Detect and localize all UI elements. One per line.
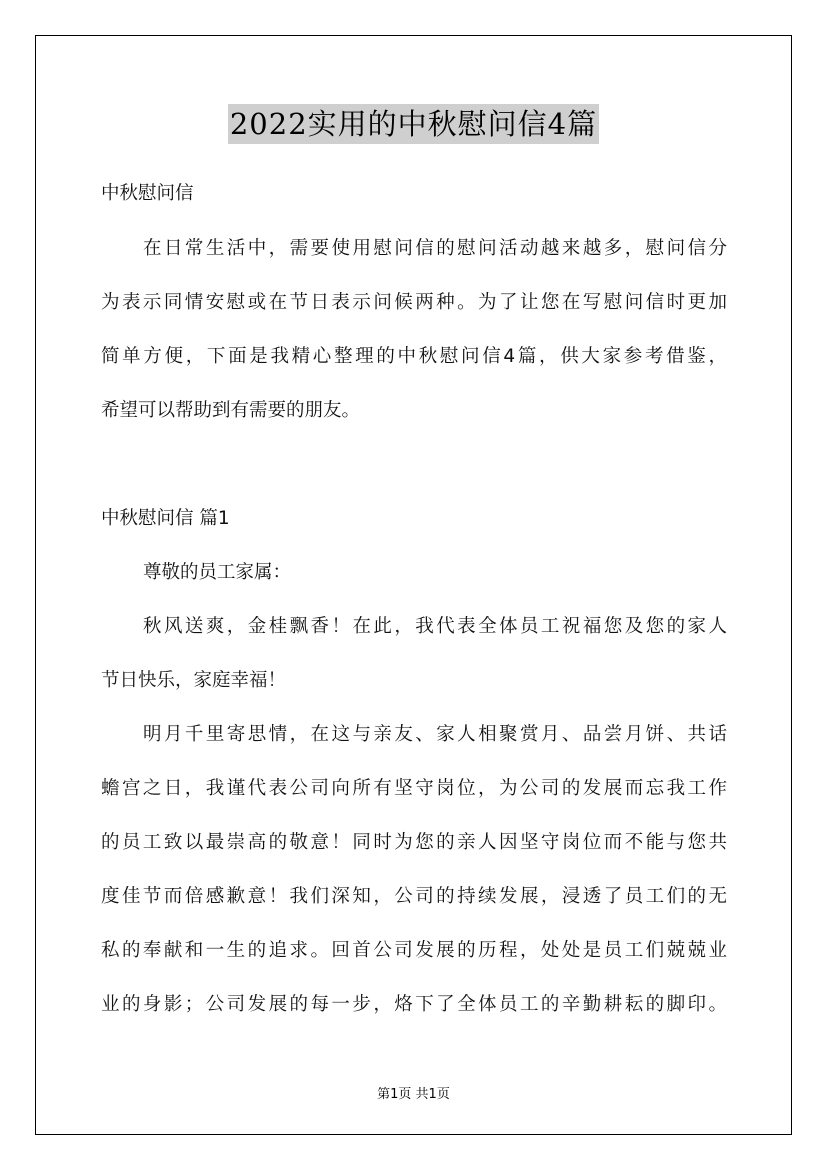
intro-line: 希望可以帮助到有需要的朋友。 — [101, 400, 361, 421]
paragraph-line: 度佳节而倍感歉意！我们深知，公司的持续发展，浸透了员工们的无 — [101, 886, 727, 907]
intro-line: 在日常生活中，需要使用慰问信的慰问活动越来越多，慰问信分 — [143, 238, 727, 259]
document-title: 2022实用的中秋慰问信4篇 — [228, 104, 599, 144]
section-heading: 中秋慰问信 篇1 — [101, 508, 230, 529]
intro-heading: 中秋慰问信 — [101, 183, 194, 204]
paragraph-line: 节日快乐，家庭幸福！ — [101, 670, 287, 691]
salutation: 尊敬的员工家属： — [143, 562, 292, 583]
paragraph-line: 明月千里寄思情，在这与亲友、家人相聚赏月、品尝月饼、共话 — [143, 724, 727, 745]
paragraph-line: 蟾宫之日，我谨代表公司向所有坚守岗位，为公司的发展而忘我工作 — [101, 778, 727, 799]
paragraph-line: 秋风送爽，金桂飘香！在此，我代表全体员工祝福您及您的家人 — [143, 616, 727, 637]
intro-line: 简单方便，下面是我精心整理的中秋慰问信4篇，供大家参考借鉴， — [101, 346, 727, 367]
title-container — [0, 104, 827, 144]
page-footer: 第1页 共1页 — [377, 1087, 450, 1102]
intro-line: 为表示同情安慰或在节日表示问候两种。为了让您在写慰问信时更加 — [101, 292, 727, 313]
paragraph-line: 业的身影；公司发展的每一步，烙下了全体员工的辛勤耕耘的脚印。 — [101, 994, 727, 1015]
paragraph-line: 的员工致以最崇高的敬意！同时为您的亲人因坚守岗位而不能与您共 — [101, 832, 727, 853]
paragraph-line: 私的奉献和一生的追求。回首公司发展的历程，处处是员工们兢兢业 — [101, 940, 727, 961]
